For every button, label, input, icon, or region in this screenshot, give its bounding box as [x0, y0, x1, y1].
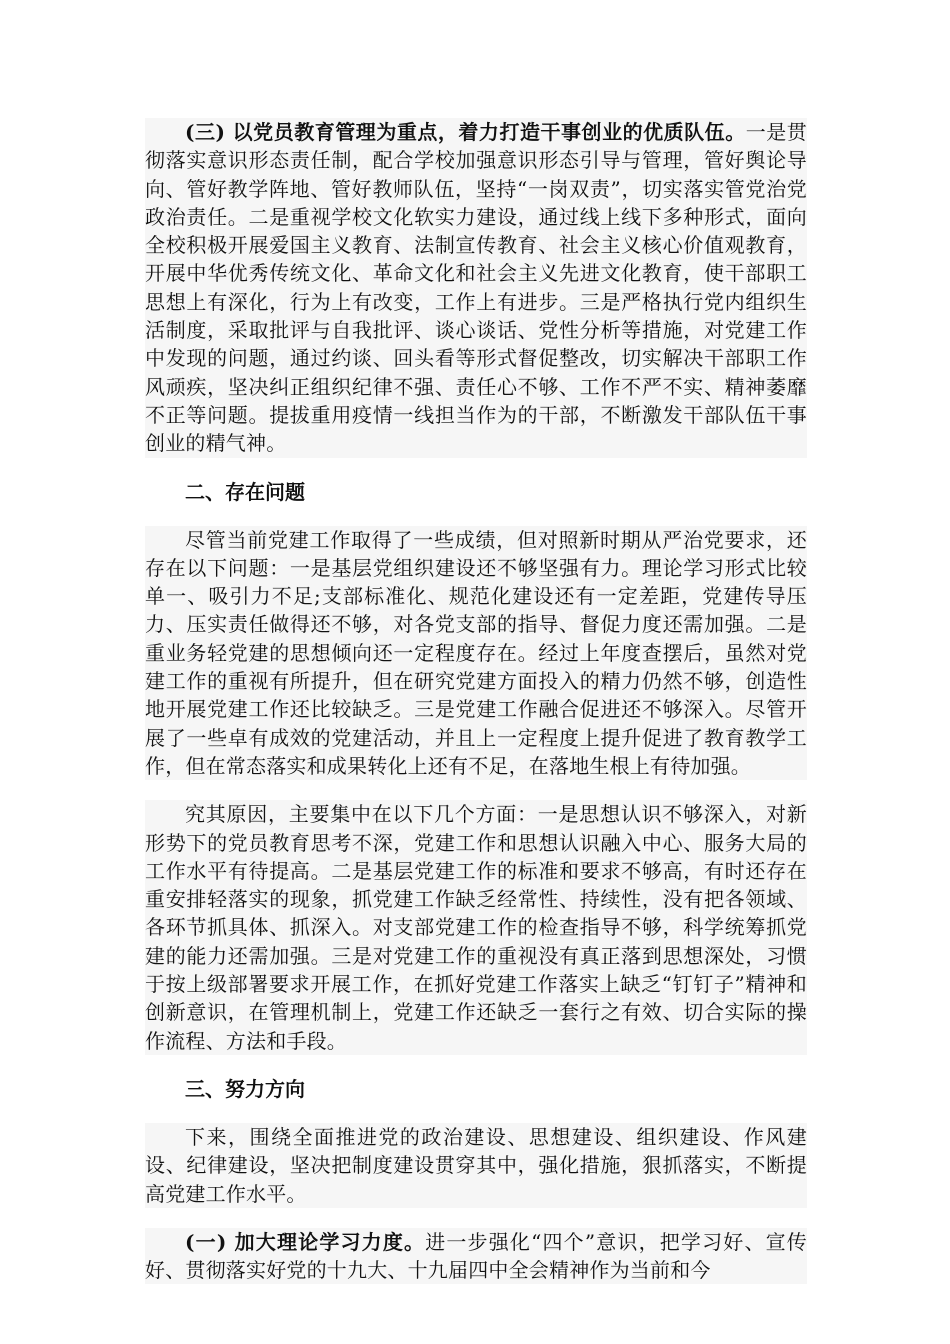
paragraph-block-2: [145, 526, 807, 781]
paragraph-5-lead: (一) 加大理论学习力度。: [185, 1229, 426, 1254]
paragraph-1: [145, 118, 807, 458]
paragraph-1-lead: (三) 以党员教育管理为重点，着力打造干事创业的优质队伍。: [185, 120, 746, 144]
document-page: [145, 118, 807, 1284]
paragraph-block-1: [145, 118, 807, 458]
paragraph-3: 究其原因，主要集中在以下几个方面：一是思想认识不够深入，对新形势下的党员教育思考不深，党建工作和思想认识融入中心、服务大局的工作水平有待提高。二是基层党建工作的标准和要求不够高，有时还存在重安排轻落实的现象，抓党建工作缺乏经常性、持续性，没有把各领域、各环节抓具体、抓深入。对支部党建工作的检查指导不够，科学统筹抓党建的能力还需加强。三是对党建工作的重视没有真正落到思想深处，习惯于按上级部署要求开展工作，在抓好党建工作落实上缺乏“钉钉子”精神和创新意识，在管理机制上，党建工作还缺乏一套行之有效、切合实际的操作流程、方法和手段。: [145, 802, 807, 1053]
paragraph-4: 下来，围绕全面推进党的政治建设、思想建设、组织建设、作风建设、纪律建设，坚决把制度建设贯穿其中，强化措施，狠抓落实，不断提高党建工作水平。: [145, 1124, 807, 1206]
section-heading-problems: 二、存在问题: [185, 479, 305, 504]
paragraph-2: 尽管当前党建工作取得了一些成绩，但对照新时期从严治党要求，还存在以下问题：一是基层党组织建设还不够坚强有力。理论学习形式比较单一、吸引力不足;支部标准化、规范化建设还有一定差距，党建传导压力、压实责任做得还不够，对各党支部的指导、督促力度还需加强。二是重业务轻党建的思想倾向还一定程度存在。经过上年度查摆后，虽然对党建工作的重视有所提升，但在研究党建方面投入的精力仍然不够，创造性地开展党建工作还比较缺乏。三是党建工作融合促进还不够深入。尽管开展了一些卓有成效的党建活动，并且上一定程度上提升促进了教育教学工作，但在常态落实和成果转化上还有不足，在落地生根上有待加强。: [145, 527, 807, 778]
paragraph-1-text: 一是贯彻落实意识形态责任制，配合学校加强意识形态引导与管理，管好舆论导向、管好教学阵地、管好教师队伍，坚持“一岗双责”，切实落实管党治党政治责任。二是重视学校文化软实力建设，通过线上线下多种形式，面向全校积极开展爱国主义教育、法制宣传教育、社会主义核心价值观教育，开展中华优秀传统文化、革命文化和社会主义先进文化教育，使干部职工思想上有深化，行为上有改变，工作上有进步。三是严格执行党内组织生活制度，采取批评与自我批评、谈心谈话、党性分析等措施，对党建工作中发现的问题，通过约谈、回头看等形式督促整改，切实解决干部职工作风顽疾，坚决纠正组织纪律不强、责任心不够、工作不严不实、精神萎靡不正等问题。提拔重用疫情一线担当作为的干部，不断激发干部队伍干事创业的精气神。: [145, 120, 807, 456]
paragraph-5-text: 进一步强化“四个”意识，把学习好、宣传好、贯彻落实好党的十九大、十九届四中全会精神作为当前和今: [145, 1229, 808, 1283]
paragraph-5: [145, 1228, 807, 1285]
paragraph-block-5: [145, 1228, 807, 1285]
paragraph-block-4: [145, 1123, 807, 1208]
section-heading-direction: 三、努力方向: [185, 1076, 305, 1101]
paragraph-block-3: [145, 800, 807, 1055]
